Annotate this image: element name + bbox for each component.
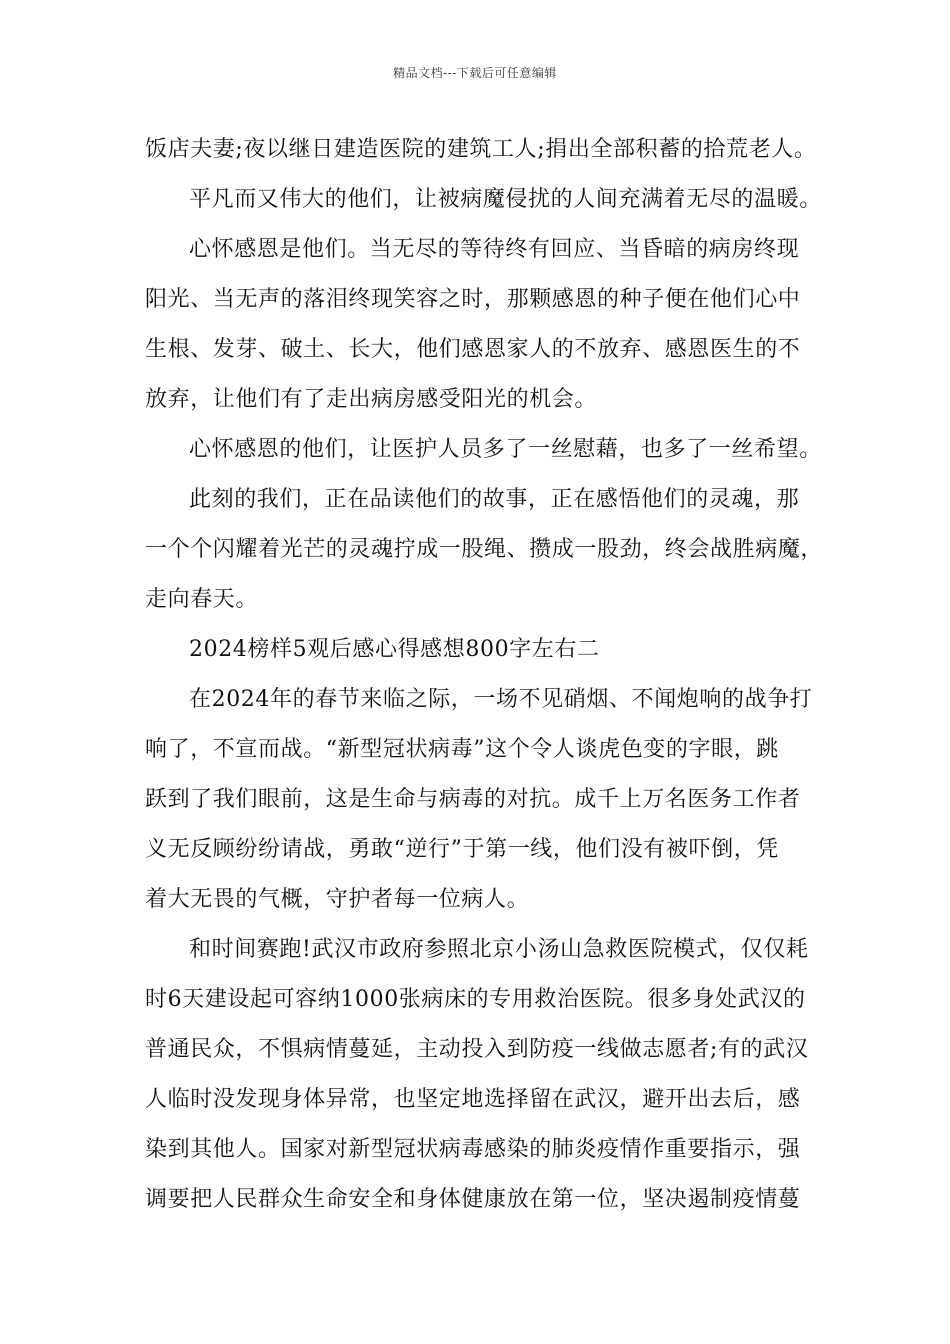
text-line: 染到其他人。国家对新型冠状病毒感染的肺炎疫情作重要指示，强 [145,1137,801,1162]
text-line: 时6天建设起可容纳1000张病床的专用救治医院。很多身处武汉的 [145,987,806,1012]
text-line: 普通民众，不惧病情蔓延，主动投入到防疫一线做志愿者;有的武汉 [145,1037,809,1062]
text-line: 和时间赛跑!武汉市政府参照北京小汤山急救医院模式，仅仅耗 [189,937,809,962]
text-line: 心怀感恩是他们。当无尽的等待终有回应、当昏暗的病房终现 [189,237,800,262]
text-line: 阳光、当无声的落泪终现笑容之时，那颗感恩的种子便在他们心中 [145,287,801,312]
text-line: 一个个闪耀着光芒的灵魂拧成一股绳、攒成一股劲，终会战胜病魔， [145,537,824,562]
section-heading: 2024榜样5观后感心得感想800字左右二 [189,637,600,662]
page-header: 精品文档---下载后可任意编辑 [393,66,557,80]
text-line: 平凡而又伟大的他们，让被病魔侵扰的人间充满着无尽的温暖。 [189,187,822,212]
text-line: 放弃，让他们有了走出病房感受阳光的机会。 [145,387,598,412]
text-line: 人临时没发现身体异常，也坚定地选择留在武汉，避开出去后，感 [145,1087,801,1112]
text-line: 心怀感恩的他们，让医护人员多了一丝慰藉，也多了一丝希望。 [189,437,822,462]
text-line: 跃到了我们眼前，这是生命与病毒的对抗。成千上万名医务工作者 [145,787,801,812]
text-line: 此刻的我们，正在品读他们的故事，正在感悟他们的灵魂，那 [189,487,800,512]
text-line: 着大无畏的气概，守护者每一位病人。 [145,887,530,912]
text-line: 响了，不宣而战。“新型冠状病毒”这个令人谈虎色变的字眼，跳 [145,737,779,762]
text-line: 义无反顾纷纷请战，勇敢“逆行”于第一线，他们没有被吓倒，凭 [145,837,779,862]
text-line: 走向春天。 [145,587,259,612]
text-line: 调要把人民群众生命安全和身体健康放在第一位，坚决遏制疫情蔓 [145,1187,801,1212]
text-line: 饭店夫妻;夜以继日建造医院的建筑工人;捐出全部积蓄的拾荒老人。 [145,137,817,162]
text-line: 生根、发芽、破土、长大，他们感恩家人的不放弃、感恩医生的不 [145,337,801,362]
text-line: 在2024年的春节来临之际，一场不见硝烟、不闻炮响的战争打 [189,687,813,712]
